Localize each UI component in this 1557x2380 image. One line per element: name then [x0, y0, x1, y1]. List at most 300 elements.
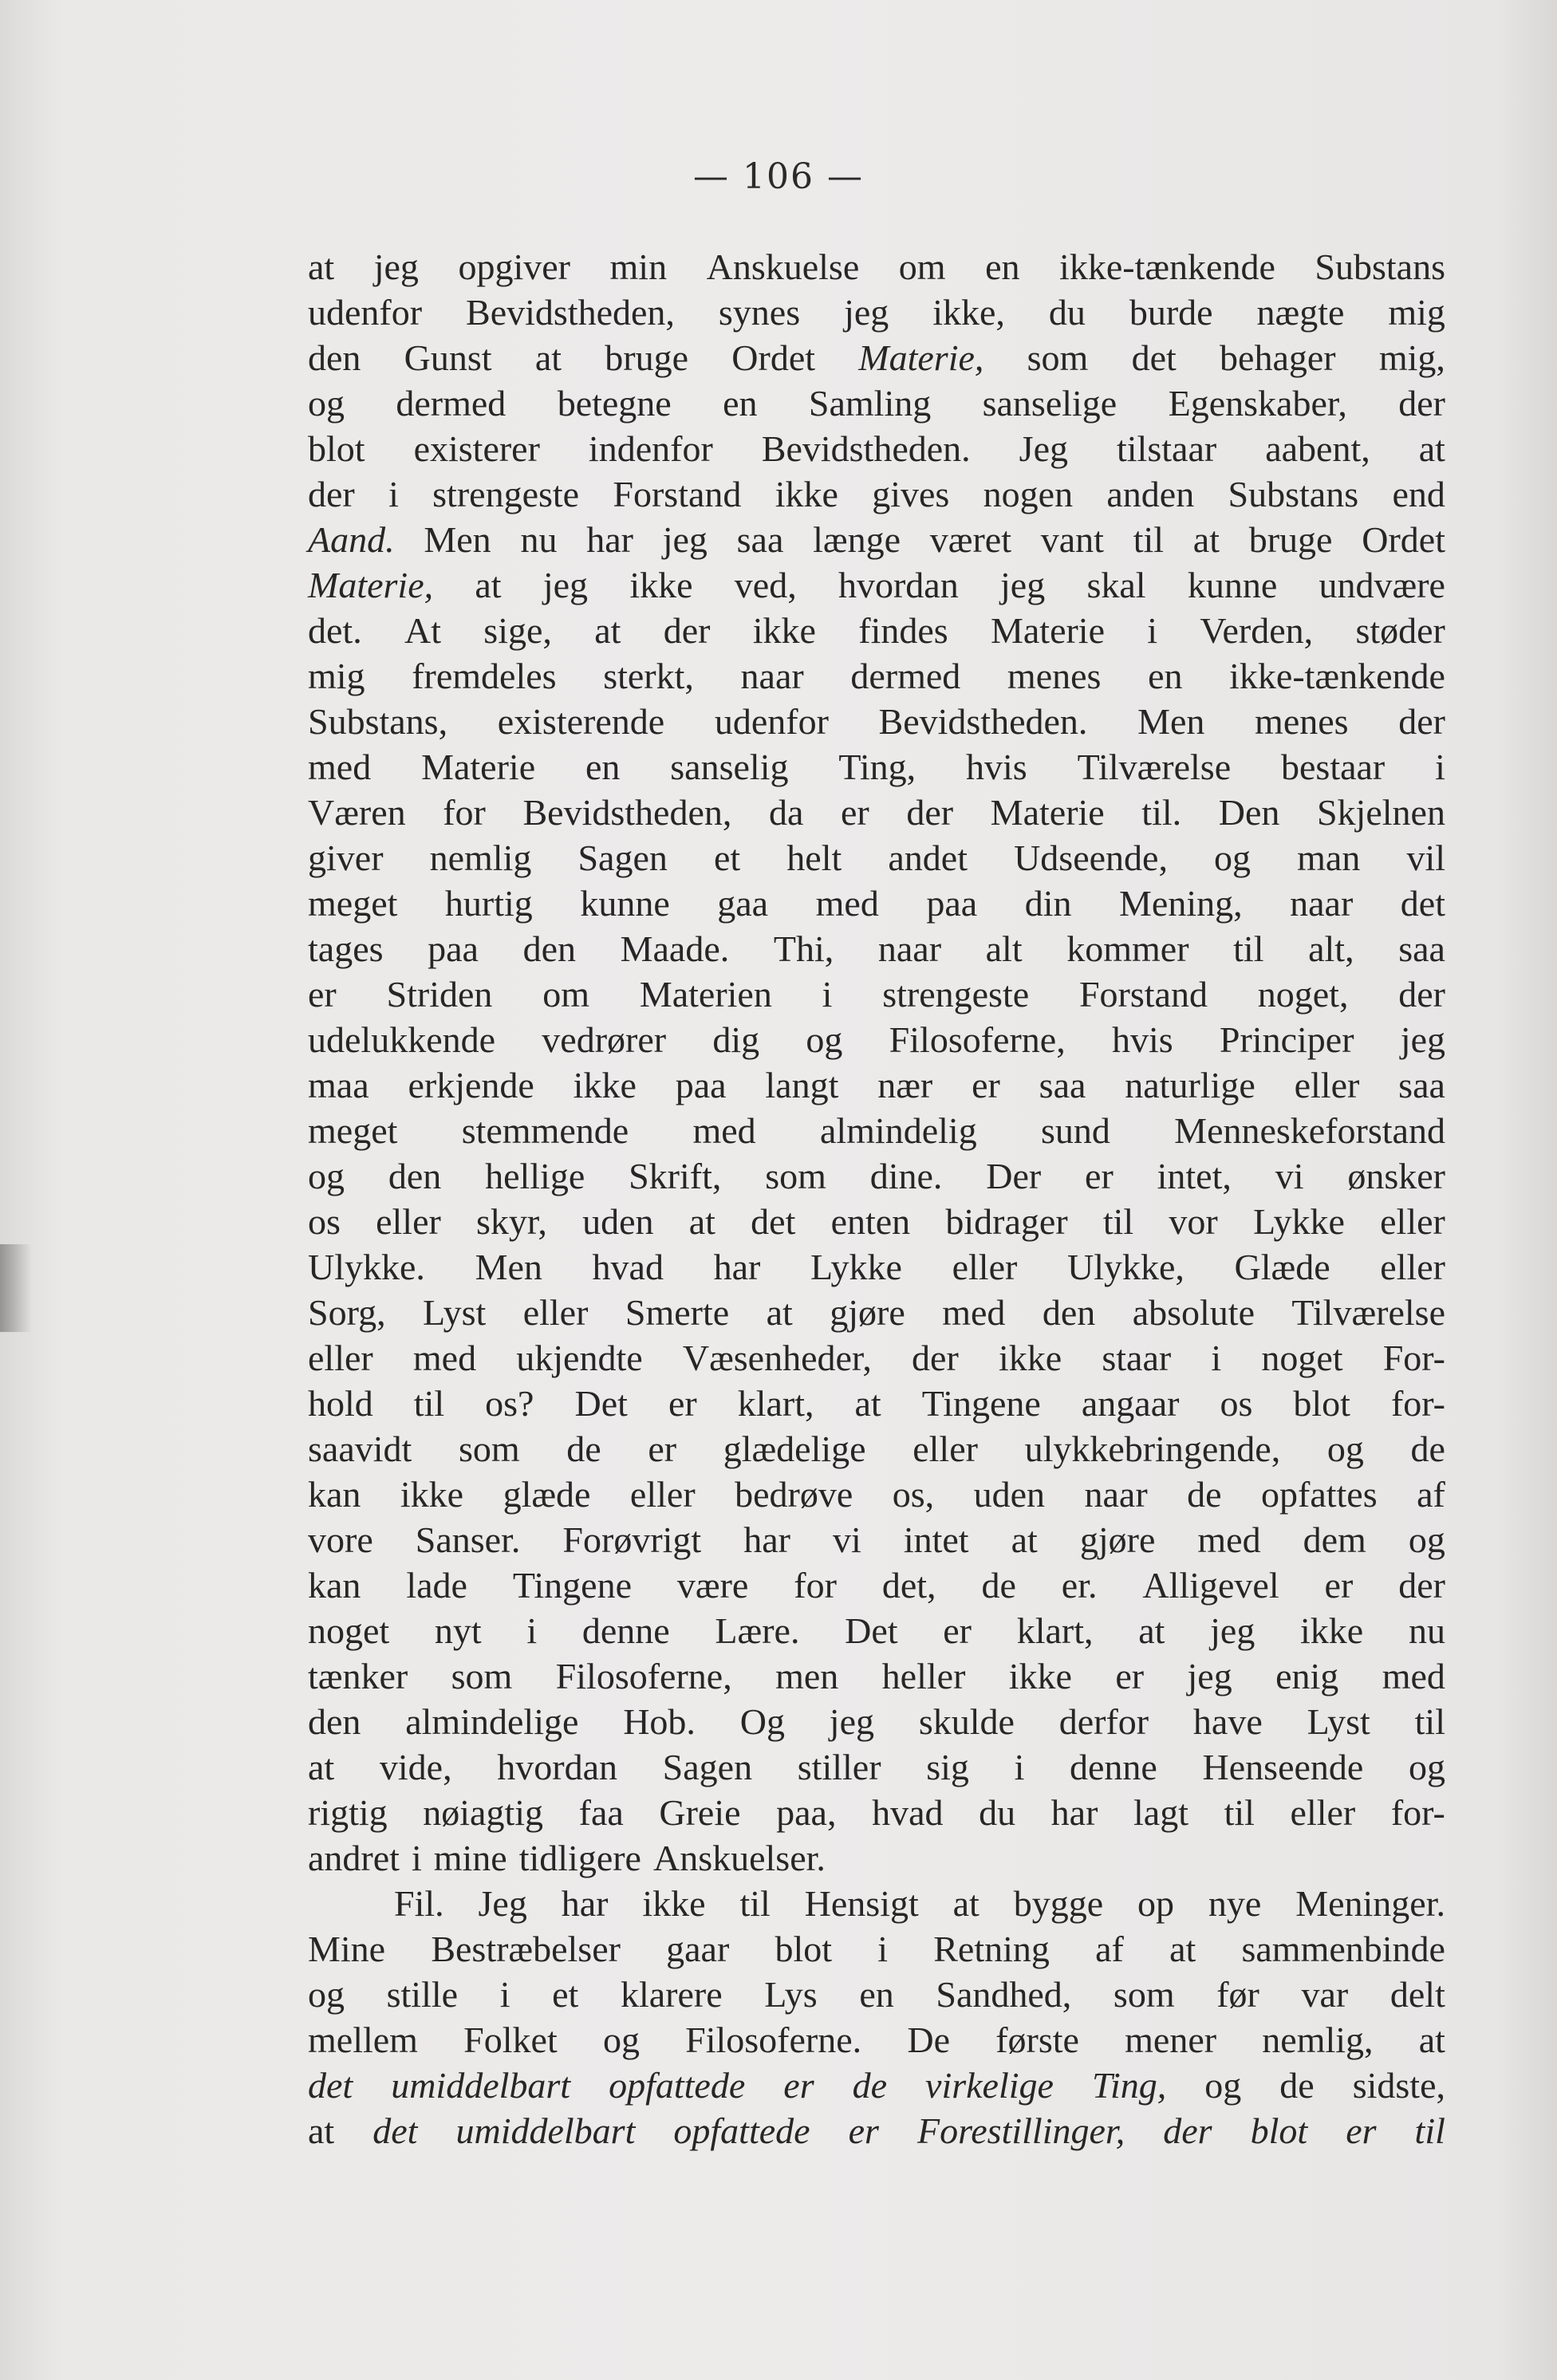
word: skyr,: [476, 1201, 547, 1242]
word: Tingene: [921, 1383, 1041, 1424]
word: Substans: [1315, 246, 1445, 287]
word: gjøre: [1079, 1519, 1156, 1560]
word: ikke: [1008, 1656, 1072, 1696]
word: eller: [629, 1474, 696, 1515]
word: og: [806, 1019, 843, 1060]
word: er: [668, 1383, 697, 1424]
text-line: [308, 1744, 1445, 1790]
word: og: [308, 383, 345, 424]
word: almindelig: [819, 1110, 977, 1151]
word: Lyst: [1307, 1701, 1370, 1742]
text-line: [308, 1972, 1445, 2017]
word: var: [1301, 1974, 1349, 2015]
word: Alligevel: [1142, 1565, 1279, 1606]
word: Jeg: [1019, 428, 1068, 469]
word: giver: [308, 837, 384, 878]
word: det,: [881, 1565, 936, 1606]
word: med: [1197, 1519, 1261, 1560]
word: de: [1187, 1474, 1222, 1515]
word: opfattes: [1261, 1474, 1378, 1515]
word: ikke: [998, 1338, 1062, 1378]
word: strengeste: [432, 474, 580, 514]
word: ukjendte: [516, 1338, 643, 1378]
word: sige,: [483, 610, 552, 651]
word: Det: [574, 1383, 628, 1424]
word: Ting,: [1091, 2065, 1167, 2106]
word: indenfor: [588, 428, 713, 469]
word: jeg: [1210, 1610, 1255, 1651]
word: er: [1324, 1565, 1354, 1606]
word: enten: [830, 1201, 911, 1242]
word: kunne: [580, 883, 670, 924]
word: alt,: [1308, 928, 1354, 969]
word: Bestræbelser: [431, 1929, 621, 1969]
text-line: [308, 2108, 1445, 2153]
word: at: [854, 1383, 881, 1424]
word: at: [952, 1883, 980, 1924]
word: dermed: [850, 656, 961, 696]
word: for: [794, 1565, 837, 1606]
word: ikke-tænkende: [1059, 246, 1275, 287]
word: bruge: [605, 337, 689, 378]
word: Materie: [421, 747, 536, 787]
word: dermed: [396, 383, 507, 424]
word: Striden: [386, 974, 493, 1015]
word: sig: [926, 1747, 969, 1787]
word: som: [458, 1428, 520, 1469]
text-line: [308, 1472, 1445, 1517]
word: Forøvrigt: [562, 1519, 702, 1560]
word: Smerte: [625, 1292, 730, 1333]
word: Lyst: [423, 1292, 487, 1333]
text-line: [308, 1290, 1445, 1335]
word: dig: [712, 1019, 760, 1060]
word: for-: [1390, 1792, 1445, 1833]
word: til: [1414, 1701, 1445, 1742]
word: saavidt: [308, 1428, 412, 1469]
word: Retning: [933, 1929, 1050, 1969]
word: er: [840, 792, 869, 833]
word: det: [308, 2065, 353, 2106]
word: derfor: [1058, 1701, 1149, 1742]
word: betegne: [557, 383, 672, 424]
text-line: [308, 835, 1445, 881]
word: vore: [308, 1519, 373, 1560]
word: saa: [736, 519, 784, 560]
word: har: [1050, 1792, 1098, 1833]
word: paa: [675, 1065, 727, 1105]
word: Fil.: [394, 1883, 444, 1924]
page-number: — 106 —: [693, 156, 864, 197]
word: Tilværelse: [1077, 747, 1232, 787]
word: har: [586, 519, 633, 560]
word: ikke: [1300, 1610, 1364, 1651]
word: med: [692, 1110, 756, 1151]
word: Sanser.: [415, 1519, 521, 1560]
word: Jeg: [478, 1883, 527, 1924]
word: helt: [786, 837, 842, 878]
word: at: [308, 246, 335, 287]
word: du: [979, 1792, 1016, 1833]
word: At: [404, 610, 441, 651]
word: paa: [926, 883, 978, 924]
word: saa: [1039, 1065, 1086, 1105]
word: langt: [765, 1065, 839, 1105]
word: Væsenheder,: [682, 1338, 872, 1378]
word: jeg: [844, 292, 889, 333]
word: til: [1133, 519, 1165, 560]
word: angaar: [1081, 1383, 1180, 1424]
word: i: [411, 1838, 422, 1878]
word: det.: [308, 610, 362, 651]
word: sidste,: [1352, 2065, 1445, 2106]
word: de: [852, 2065, 888, 2106]
word: Ordet: [731, 337, 816, 378]
text-line: [308, 1244, 1445, 1290]
word: Mening,: [1119, 883, 1243, 924]
word: nyt: [434, 1610, 482, 1651]
word: udelukkende: [308, 1019, 496, 1060]
word: Tingene: [512, 1565, 632, 1606]
word: der: [308, 474, 355, 514]
word: et: [552, 1974, 579, 2015]
word: Og: [739, 1701, 785, 1742]
word: man: [1297, 837, 1361, 878]
word: gaar: [666, 1929, 730, 1969]
word: intet: [903, 1519, 969, 1560]
word: hvad: [592, 1247, 664, 1287]
word: jeg: [829, 1701, 874, 1742]
word: Filosoferne,: [555, 1656, 732, 1696]
word: er: [1115, 1656, 1145, 1696]
word: Skrift,: [629, 1156, 722, 1196]
text-line: [308, 1835, 1445, 1881]
word: at: [308, 2110, 335, 2151]
word: denne: [1070, 1747, 1157, 1787]
word: mellem: [308, 2019, 418, 2060]
word: er: [943, 1610, 972, 1651]
word: Lære.: [715, 1610, 800, 1651]
word: dem: [1303, 1519, 1366, 1560]
word: og: [308, 1156, 345, 1196]
word: Materie,: [858, 337, 984, 378]
word: der: [1163, 2110, 1212, 2151]
word: ikke: [573, 1065, 637, 1105]
word: noget: [308, 1610, 390, 1651]
word: som: [451, 1656, 513, 1696]
word: andet: [888, 837, 968, 878]
word: der: [906, 792, 954, 833]
word: et: [713, 837, 741, 878]
word: med: [815, 883, 879, 924]
word: Bevidstheden.: [878, 701, 1088, 742]
word: gives: [872, 474, 950, 514]
word: sanselige: [982, 383, 1117, 424]
word: eller: [913, 1428, 978, 1469]
word: nu: [520, 519, 558, 560]
word: enig: [1275, 1656, 1339, 1696]
word: at: [594, 610, 621, 651]
word: om: [898, 246, 946, 287]
word: og: [1214, 837, 1252, 878]
word: anden: [1106, 474, 1195, 514]
word: Anskuelse: [706, 246, 860, 287]
word: længe: [813, 519, 901, 560]
word: Udseende,: [1014, 837, 1168, 878]
word: stille: [386, 1974, 459, 2015]
word: Verden,: [1200, 610, 1314, 651]
word: alt: [985, 928, 1023, 969]
word: den: [308, 337, 361, 378]
text-line: [308, 1108, 1445, 1153]
word: Materie: [990, 610, 1105, 651]
word: naturlige: [1125, 1065, 1255, 1105]
word: Glæde: [1234, 1247, 1330, 1287]
text-line: [308, 608, 1445, 653]
word: paa,: [776, 1792, 837, 1833]
word: kunne: [1187, 565, 1278, 605]
word: Substans,: [308, 701, 448, 742]
word: den: [1042, 1292, 1096, 1333]
word: jeg: [1000, 565, 1046, 605]
word: ulykkebringende,: [1024, 1428, 1281, 1469]
word: maa: [308, 1065, 369, 1105]
word: af: [1417, 1474, 1445, 1515]
word: uden: [582, 1201, 654, 1242]
word: Principer: [1219, 1019, 1354, 1060]
word: nemlig,: [1262, 2019, 1374, 2060]
word: undvære: [1319, 565, 1445, 605]
word: dine.: [869, 1156, 943, 1196]
word: at: [1169, 1929, 1196, 1969]
word: og: [602, 2019, 640, 2060]
word: med: [942, 1292, 1006, 1333]
word: den: [522, 928, 576, 969]
word: nægte: [1256, 292, 1345, 333]
word: min: [609, 246, 668, 287]
word: nye: [1208, 1883, 1262, 1924]
word: heller: [881, 1656, 966, 1696]
word: blot: [1293, 1383, 1350, 1424]
word: til: [739, 1883, 771, 1924]
word: er: [308, 974, 337, 1015]
word: i: [1014, 1747, 1025, 1787]
word: er: [972, 1065, 1000, 1105]
word: Forestillinger,: [916, 2110, 1125, 2151]
word: Bevidstheden,: [466, 292, 675, 333]
word: Greie: [659, 1792, 741, 1833]
word: Hob.: [623, 1701, 696, 1742]
word: en: [985, 246, 1020, 287]
word: eller: [1290, 1792, 1356, 1833]
word: Lys: [764, 1974, 818, 2015]
word: lade: [406, 1565, 467, 1606]
word: Sagen: [662, 1747, 753, 1787]
text-line: [308, 699, 1445, 744]
word: sammenbinde: [1241, 1929, 1445, 1969]
word: have: [1192, 1701, 1263, 1742]
word: intet,: [1157, 1156, 1232, 1196]
word: udenfor: [714, 701, 829, 742]
word: bidrager: [945, 1201, 1068, 1242]
word: paa: [428, 928, 479, 969]
word: hvordan: [497, 1747, 617, 1787]
word: behager: [1220, 337, 1336, 378]
word: op: [1137, 1883, 1175, 1924]
word: for: [443, 792, 486, 833]
word: i: [822, 974, 833, 1015]
word: en: [1148, 656, 1183, 696]
word: en: [585, 747, 621, 787]
word: skulde: [918, 1701, 1015, 1742]
word: er: [848, 2110, 879, 2151]
word: skal: [1086, 565, 1146, 605]
word: har: [743, 1519, 790, 1560]
word: nu: [1408, 1610, 1445, 1651]
word: absolute: [1132, 1292, 1255, 1333]
word: i: [388, 474, 399, 514]
word: eller: [952, 1247, 1018, 1287]
word: med: [1382, 1656, 1445, 1696]
text-line: [308, 881, 1445, 926]
word: at: [1138, 1610, 1165, 1651]
word: Egenskaber,: [1168, 383, 1347, 424]
text-line: [308, 1517, 1445, 1562]
word: ikke: [752, 610, 816, 651]
word: tages: [308, 928, 384, 969]
word: at: [534, 337, 562, 378]
word: der: [912, 1338, 959, 1378]
text-line: [308, 744, 1445, 790]
word: støder: [1355, 610, 1445, 651]
word: jeg: [373, 246, 419, 287]
word: meget: [308, 883, 398, 924]
word: Forstand: [1078, 974, 1208, 1015]
word: der: [663, 610, 711, 651]
word: jeg: [1400, 1019, 1445, 1060]
word: Bevidstheden.: [761, 428, 971, 469]
word: Ulykke,: [1066, 1247, 1185, 1287]
word: naar: [1290, 883, 1354, 924]
word: nogen: [983, 474, 1074, 514]
word: tænker: [308, 1656, 408, 1696]
word: Mine: [308, 1929, 386, 1969]
text-line: [308, 335, 1445, 380]
word: hvad: [872, 1792, 944, 1833]
word: at: [1192, 519, 1220, 560]
word: Gunst: [404, 337, 492, 378]
word: Forstand: [613, 474, 742, 514]
word: en: [859, 1974, 894, 2015]
word: noget,: [1257, 974, 1349, 1015]
word: aabent,: [1265, 428, 1370, 469]
word: vi: [833, 1519, 861, 1560]
word: Maade.: [620, 928, 730, 969]
word: er: [783, 2065, 814, 2106]
word: været: [929, 519, 1011, 560]
word: Menneskeforstand: [1174, 1110, 1445, 1151]
word: ikke,: [932, 292, 1005, 333]
word: Sorg,: [308, 1292, 386, 1333]
word: Ting,: [838, 747, 916, 787]
word: Ordet: [1362, 519, 1445, 560]
word: i: [1435, 747, 1445, 787]
word: findes: [858, 610, 948, 651]
word: nøiagtig: [423, 1792, 544, 1833]
word: da: [768, 792, 804, 833]
word: opfattede: [673, 2110, 810, 2151]
word: delt: [1389, 1974, 1445, 2015]
word: der: [1398, 1565, 1445, 1606]
word: saa: [1398, 1065, 1445, 1105]
word: ikke: [400, 1474, 464, 1515]
word: at: [308, 1747, 335, 1787]
word: meget: [308, 1110, 398, 1151]
text-line: [308, 1062, 1445, 1108]
word: før: [1216, 1974, 1259, 2015]
word: strengeste: [882, 974, 1030, 1015]
text-line: [308, 471, 1445, 517]
word: mig: [1388, 292, 1445, 333]
word: naar: [877, 928, 942, 969]
word: Materie: [990, 792, 1105, 833]
word: stiller: [797, 1747, 881, 1787]
word: jeg: [542, 565, 589, 605]
word: blot: [308, 428, 365, 469]
word: rigtig: [308, 1792, 388, 1833]
text-line: [308, 1426, 1445, 1472]
word: faa: [578, 1792, 624, 1833]
text-line: [308, 2063, 1445, 2108]
word: mener: [1125, 2019, 1217, 2060]
word: eller: [308, 1338, 373, 1378]
word: ikke: [629, 565, 693, 605]
word: ikke-tænkende: [1229, 656, 1445, 696]
word: noget: [1261, 1338, 1343, 1378]
word: sanselig: [670, 747, 789, 787]
word: om: [542, 974, 590, 1015]
word: hvordan: [838, 565, 959, 605]
word: til: [1414, 2110, 1445, 2151]
word: i: [499, 1974, 510, 2015]
text-line: [308, 1335, 1445, 1381]
text-line: [308, 653, 1445, 699]
word: tidligere: [518, 1838, 641, 1878]
word: eller: [376, 1201, 441, 1242]
word: Lykke: [810, 1247, 902, 1287]
word: erkjende: [408, 1065, 534, 1105]
word: eller: [1294, 1065, 1360, 1105]
word: staar: [1102, 1338, 1172, 1378]
word: stemmende: [461, 1110, 629, 1151]
word: vil: [1406, 837, 1445, 878]
word: har: [561, 1883, 609, 1924]
word: hurtig: [444, 883, 533, 924]
word: Skjelnen: [1316, 792, 1445, 833]
word: For-: [1382, 1338, 1445, 1378]
word: os,: [892, 1474, 935, 1515]
word: kan: [308, 1474, 361, 1515]
word: hellige: [485, 1156, 585, 1196]
word: glædelige: [723, 1428, 866, 1469]
word: Filosoferne.: [685, 2019, 862, 2060]
word: at: [766, 1292, 793, 1333]
word: at: [1418, 2019, 1445, 2060]
word: Henseende: [1202, 1747, 1364, 1787]
word: Filosoferne,: [889, 1019, 1066, 1060]
word: Samling: [808, 383, 932, 424]
word: umiddelbart: [391, 2065, 571, 2106]
